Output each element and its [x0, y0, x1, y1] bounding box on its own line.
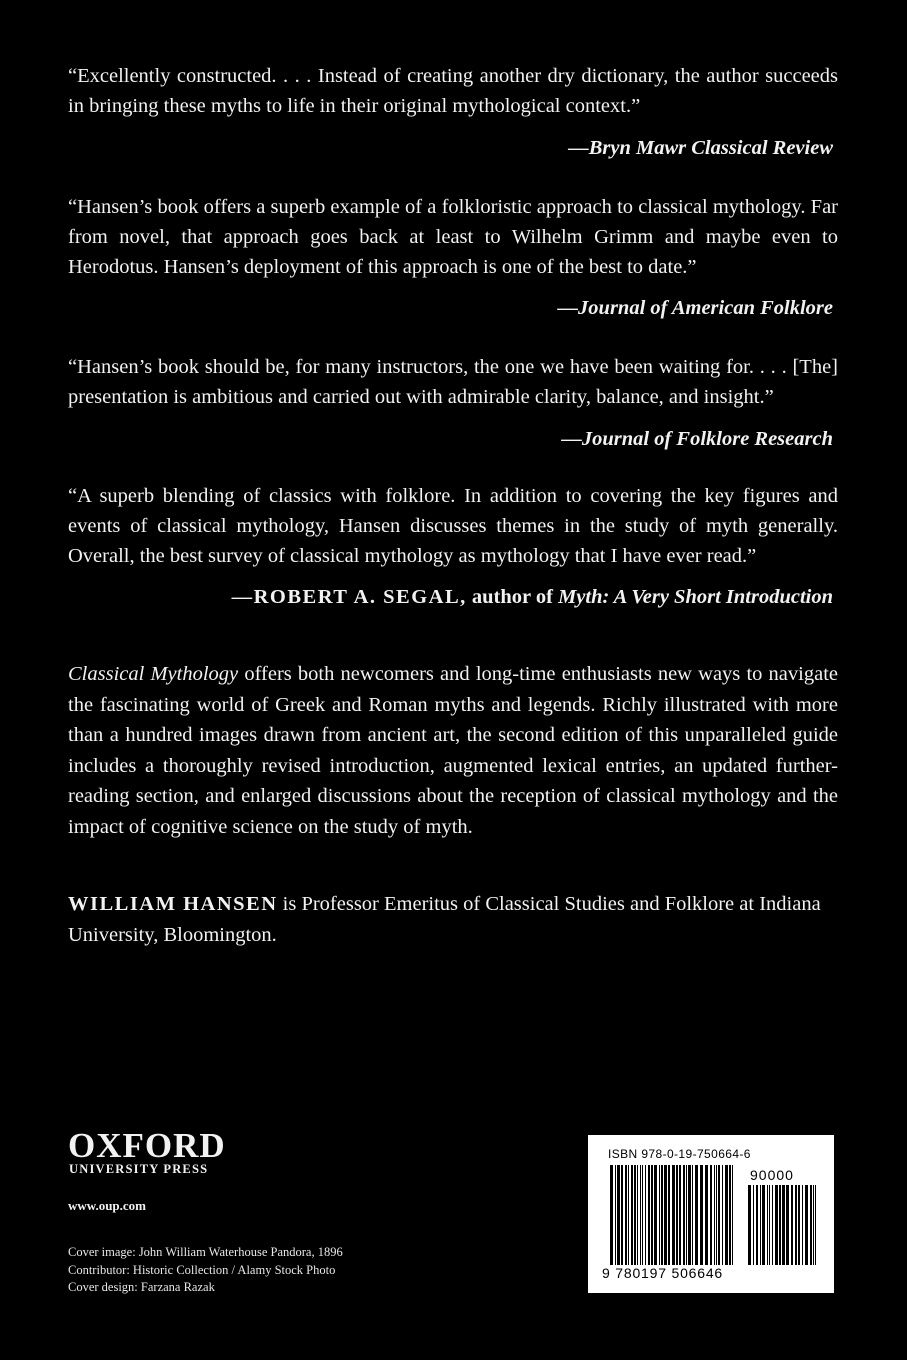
barcode-bar — [683, 1165, 685, 1265]
oxford-logo: OXFORD — [68, 1126, 226, 1165]
book-description — [68, 659, 838, 842]
barcode-bar — [748, 1185, 751, 1265]
barcode-bar — [782, 1185, 785, 1265]
barcode-bar — [637, 1165, 638, 1265]
barcode-bar — [756, 1185, 758, 1265]
review-quote-4: “A superb blending of classics with folklore. In addition to covering the key figures and events of classical mythology, Hansen discusses themes in the study of myth generally. Overall, the best survey of classical mythology as mythology that I have ever read.” — [68, 485, 838, 567]
author-bio — [68, 889, 838, 951]
barcode-bar — [760, 1185, 761, 1265]
review-attribution-2: —Journal of American Folklore — [557, 297, 833, 319]
publisher-url: www.oup.com — [68, 1198, 147, 1213]
barcode-bar — [705, 1165, 708, 1265]
credit-contributor: Contributor: Historic Collection / Alamy Stock Photo — [68, 1262, 336, 1277]
barcode-bar — [762, 1185, 765, 1265]
review-quote-2: “Hansen’s book offers a superb example of a folkloristic approach to classical mythology. Far from novel, that approach goes back at least to Wilhelm Grimm and maybe even to Herodotus. Hansen’s deployment of this approach is one of the best to date.” — [68, 196, 838, 278]
barcode-bar — [659, 1165, 660, 1265]
book-title: Classical Mythology — [68, 663, 239, 685]
barcode-box — [588, 1135, 834, 1293]
barcode-main-bars — [610, 1165, 734, 1265]
barcode-bar — [805, 1185, 808, 1265]
barcode-bar — [651, 1165, 653, 1265]
barcode-bar — [617, 1165, 620, 1265]
author-name: WILLIAM HANSEN — [68, 893, 278, 915]
review-attribution-1: —Bryn Mawr Classical Review — [568, 137, 833, 159]
author-bio-text: is Professor Emeritus of Classical Studies and Folklore at Indiana University, Bloomington. — [68, 893, 821, 946]
barcode-bar — [779, 1185, 781, 1265]
review-attribution-4-rest: author of — [471, 586, 553, 608]
review-attribution-4-title: Myth: A Very Short Introduction — [558, 586, 833, 608]
barcode-bar — [753, 1185, 754, 1265]
barcode-bar — [695, 1165, 698, 1265]
barcode-addon-bars — [748, 1185, 818, 1265]
barcode-bar — [732, 1165, 733, 1265]
review-attribution-3: —Journal of Folklore Research — [561, 428, 833, 450]
barcode-bar — [679, 1165, 681, 1265]
barcode-bar — [813, 1185, 814, 1265]
barcode-bar — [775, 1185, 778, 1265]
barcode-bar — [625, 1165, 627, 1265]
barcode-addon-code: 90000 — [750, 1167, 794, 1183]
barcode-bar — [802, 1185, 803, 1265]
barcode-bar — [767, 1185, 768, 1265]
barcode-bar — [810, 1185, 812, 1265]
barcode-bar — [621, 1165, 623, 1265]
book-description-text: offers both newcomers and long-time enthusiasts new ways to navigate the fascinating world of Greek and Roman myths and legends. Richly illustrated with more than a hundred images drawn from ancient art, the second edition of this unparalleled guide includes a thoroughly revised introduction, augmented lexical entries, an updated further-reading section, and enlarged discussions about the reception of classical mythology and the impact of cognitive science on the study of myth. — [68, 663, 838, 838]
barcode-bar — [634, 1165, 636, 1265]
review-attribution-4 — [232, 582, 833, 612]
barcode-bar — [791, 1185, 793, 1265]
isbn-label: ISBN 978-0-19-750664-6 — [608, 1147, 751, 1161]
barcode-bar — [798, 1185, 800, 1265]
barcode-bar — [642, 1165, 643, 1265]
barcode-bar — [716, 1165, 717, 1265]
review-quote-3: “Hansen’s book should be, for many instructors, the one we have been waiting for. . . . [The] presentation is ambitious and carried out with admirable clarity, balance, and insight.” — [68, 356, 838, 408]
barcode-bar — [710, 1165, 712, 1265]
isbn-digits: 9 780197 506646 — [602, 1265, 723, 1281]
barcode-bar — [615, 1165, 616, 1265]
credit-cover-design: Cover design: Farzana Razak — [68, 1280, 215, 1294]
barcode-bar — [672, 1165, 675, 1265]
barcode-bar — [688, 1165, 691, 1265]
barcode-bar — [718, 1165, 720, 1265]
university-press-label: UNIVERSITY PRESS — [69, 1162, 209, 1176]
barcode-bar — [769, 1185, 770, 1265]
barcode-bar — [645, 1165, 646, 1265]
barcode-bar — [722, 1165, 723, 1265]
barcode-bar — [648, 1165, 650, 1265]
barcode-bar — [664, 1165, 667, 1265]
cover-credits — [68, 1244, 343, 1297]
barcode-bar — [692, 1165, 693, 1265]
barcode-bar — [676, 1165, 678, 1265]
barcode-bar — [795, 1185, 797, 1265]
barcode-bar — [631, 1165, 633, 1265]
barcode-bar — [786, 1185, 789, 1265]
barcode-bar — [700, 1165, 703, 1265]
review-attribution-4-name: —ROBERT A. SEGAL, — [231, 586, 467, 608]
barcode-bar — [725, 1165, 728, 1265]
barcode-bar — [661, 1165, 663, 1265]
barcode-bar — [668, 1165, 670, 1265]
barcode-bar — [729, 1165, 731, 1265]
barcode-bar — [686, 1165, 687, 1265]
barcode-bar — [628, 1165, 629, 1265]
barcode-bar — [772, 1185, 773, 1265]
barcode-bar — [640, 1165, 641, 1265]
barcode-bar — [714, 1165, 715, 1265]
credit-cover-image: Cover image: John William Waterhouse Pandora, 1896 — [68, 1245, 343, 1259]
barcode-bar — [815, 1185, 816, 1265]
barcode-bar — [654, 1165, 657, 1265]
review-quote-1: “Excellently constructed. . . . Instead of creating another dry dictionary, the author succeeds in bringing these myths to life in their original mythological context.” — [68, 65, 838, 117]
barcode-bar — [610, 1165, 613, 1265]
